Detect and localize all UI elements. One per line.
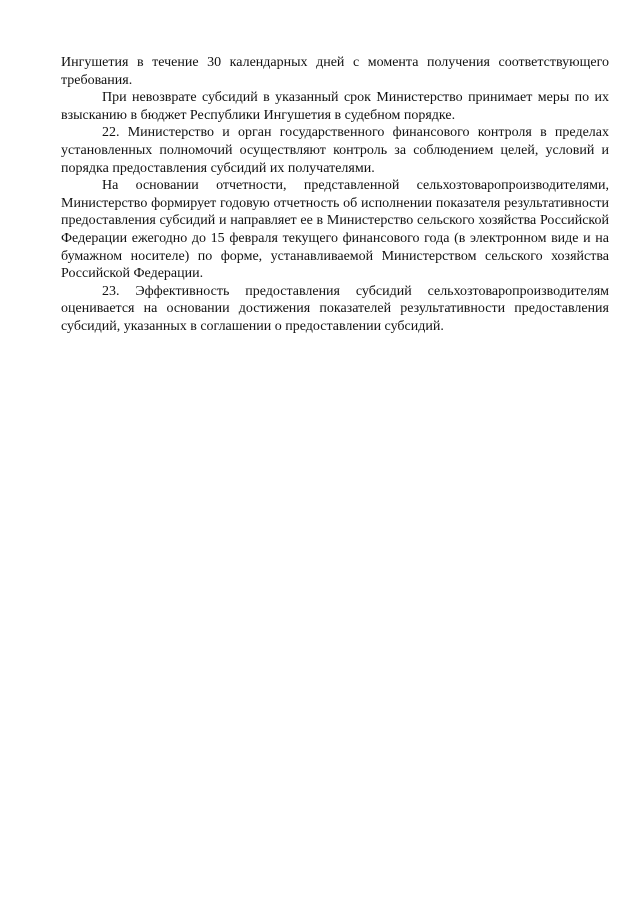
- paragraph-22-control: 22. Министерство и орган государственного финансового контроля в пределах установленных полномочий осуществляют контроль за соблюдением целей, условий и порядка предоставления субсидий их получателями.: [61, 125, 609, 176]
- paragraph-continuation: Ингушетия в течение 30 календарных дней с момента получения соответствующего требования.: [61, 55, 609, 88]
- document-page: [61, 54, 609, 336]
- paragraph-annual-reporting: На основании отчетности, представленной сельхозтоваропроизводителями, Министерство формирует годовую отчетность об исполнении показателя результативности предоставления субсидий и направляет ее в Министерство сельского хозяйства Российской Федерации ежегодно до 15 февраля текущего финансового года (в электронном виде и на бумажном носителе) по форме, устанавливаемой Министерством сельского хозяйства Российской Федерации.: [61, 178, 609, 282]
- paragraph-23-effectiveness: 23. Эффективность предоставления субсидий сельхозтоваропроизводителям оценивается на основании достижения показателей результативности предоставления субсидий, указанных в соглашении о предоставлении субсидий.: [61, 283, 609, 334]
- paragraph-refund-recovery: При невозврате субсидий в указанный срок Министерство принимает меры по их взысканию в бюджет Республики Ингушетия в судебном порядке.: [61, 90, 609, 123]
